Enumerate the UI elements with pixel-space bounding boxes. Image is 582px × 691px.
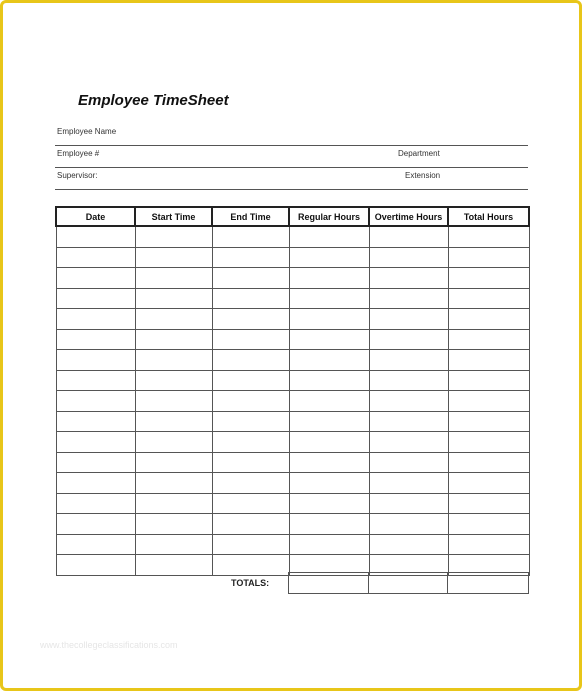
start-time-cell[interactable] <box>135 226 212 247</box>
total-regular-hours-cell[interactable] <box>289 573 369 594</box>
total-overtime-hours-cell[interactable] <box>369 573 448 594</box>
end-time-cell[interactable] <box>212 411 289 432</box>
date-cell[interactable] <box>56 288 135 309</box>
end-time-cell[interactable] <box>212 432 289 453</box>
end-time-cell[interactable] <box>212 391 289 412</box>
regular-hours-cell[interactable] <box>289 329 369 350</box>
overtime-hours-cell[interactable] <box>369 452 448 473</box>
regular-hours-cell[interactable] <box>289 452 369 473</box>
start-time-cell[interactable] <box>135 288 212 309</box>
table-header-row <box>56 207 529 226</box>
total-hours-cell[interactable] <box>448 493 529 514</box>
table-row <box>56 350 529 371</box>
header-end-time: End Time <box>212 207 289 226</box>
regular-hours-cell[interactable] <box>289 493 369 514</box>
date-cell[interactable] <box>56 473 135 494</box>
end-time-cell[interactable] <box>212 226 289 247</box>
end-time-cell[interactable] <box>212 514 289 535</box>
employee-number-field[interactable] <box>55 146 528 168</box>
end-time-cell[interactable] <box>212 309 289 330</box>
end-time-cell[interactable] <box>212 493 289 514</box>
table-row <box>56 370 529 391</box>
end-time-cell[interactable] <box>212 247 289 268</box>
watermark: www.thecollegeclassifications.com <box>40 640 178 650</box>
date-cell[interactable] <box>56 432 135 453</box>
total-hours-cell[interactable] <box>448 391 529 412</box>
header-regular-hours: Regular Hours <box>289 207 369 226</box>
regular-hours-cell[interactable] <box>289 370 369 391</box>
date-cell[interactable] <box>56 309 135 330</box>
total-hours-cell[interactable] <box>448 309 529 330</box>
total-hours-cell[interactable] <box>448 573 529 594</box>
start-time-cell[interactable] <box>135 370 212 391</box>
end-time-cell[interactable] <box>212 452 289 473</box>
start-time-cell[interactable] <box>135 514 212 535</box>
regular-hours-cell[interactable] <box>289 226 369 247</box>
overtime-hours-cell[interactable] <box>369 309 448 330</box>
overtime-hours-cell[interactable] <box>369 534 448 555</box>
date-cell[interactable] <box>56 534 135 555</box>
overtime-hours-cell[interactable] <box>369 350 448 371</box>
table-row <box>56 288 529 309</box>
overtime-hours-cell[interactable] <box>369 268 448 289</box>
start-time-cell[interactable] <box>135 268 212 289</box>
date-cell[interactable] <box>56 350 135 371</box>
end-time-cell[interactable] <box>212 370 289 391</box>
overtime-hours-cell[interactable] <box>369 432 448 453</box>
table-body <box>56 226 529 575</box>
overtime-hours-cell[interactable] <box>369 288 448 309</box>
header-total-hours: Total Hours <box>448 207 529 226</box>
table-row <box>56 411 529 432</box>
page-title: Employee TimeSheet <box>78 92 229 109</box>
totals-table <box>288 572 529 594</box>
overtime-hours-cell[interactable] <box>369 411 448 432</box>
end-time-cell[interactable] <box>212 555 289 576</box>
start-time-cell[interactable] <box>135 534 212 555</box>
overtime-hours-cell[interactable] <box>369 329 448 350</box>
end-time-cell[interactable] <box>212 268 289 289</box>
header-overtime-hours: Overtime Hours <box>369 207 448 226</box>
total-hours-cell[interactable] <box>448 432 529 453</box>
end-time-cell[interactable] <box>212 329 289 350</box>
table-row <box>56 534 529 555</box>
start-time-cell[interactable] <box>135 555 212 576</box>
date-cell[interactable] <box>56 370 135 391</box>
total-hours-cell[interactable] <box>448 350 529 371</box>
regular-hours-cell[interactable] <box>289 473 369 494</box>
overtime-hours-cell[interactable] <box>369 473 448 494</box>
table-row <box>56 514 529 535</box>
end-time-cell[interactable] <box>212 288 289 309</box>
regular-hours-cell[interactable] <box>289 411 369 432</box>
employee-name-label: Employee Name <box>57 127 117 136</box>
date-cell[interactable] <box>56 411 135 432</box>
totals-row <box>289 573 529 594</box>
date-cell[interactable] <box>56 391 135 412</box>
start-time-cell[interactable] <box>135 329 212 350</box>
totals-label: TOTALS: <box>231 578 270 588</box>
date-cell[interactable] <box>56 226 135 247</box>
regular-hours-cell[interactable] <box>289 288 369 309</box>
regular-hours-cell[interactable] <box>289 514 369 535</box>
table-row <box>56 493 529 514</box>
header-date: Date <box>56 207 135 226</box>
date-cell[interactable] <box>56 514 135 535</box>
supervisor-field[interactable] <box>55 168 528 190</box>
table-row <box>56 268 529 289</box>
start-time-cell[interactable] <box>135 391 212 412</box>
date-cell[interactable] <box>56 329 135 350</box>
end-time-cell[interactable] <box>212 350 289 371</box>
employee-name-field[interactable] <box>55 124 528 146</box>
total-hours-cell[interactable] <box>448 534 529 555</box>
date-cell[interactable] <box>56 247 135 268</box>
overtime-hours-cell[interactable] <box>369 370 448 391</box>
overtime-hours-cell[interactable] <box>369 226 448 247</box>
start-time-cell[interactable] <box>135 411 212 432</box>
total-hours-cell[interactable] <box>448 329 529 350</box>
start-time-cell[interactable] <box>135 432 212 453</box>
total-hours-cell[interactable] <box>448 268 529 289</box>
overtime-hours-cell[interactable] <box>369 493 448 514</box>
date-cell[interactable] <box>56 268 135 289</box>
overtime-hours-cell[interactable] <box>369 391 448 412</box>
date-cell[interactable] <box>56 493 135 514</box>
date-cell[interactable] <box>56 555 135 576</box>
department-label: Department <box>398 149 440 158</box>
supervisor-label: Supervisor: <box>57 171 98 180</box>
date-cell[interactable] <box>56 452 135 473</box>
table-row <box>56 247 529 268</box>
table-row <box>56 309 529 330</box>
start-time-cell[interactable] <box>135 473 212 494</box>
table-row <box>56 391 529 412</box>
start-time-cell[interactable] <box>135 309 212 330</box>
start-time-cell[interactable] <box>135 493 212 514</box>
total-hours-cell[interactable] <box>448 411 529 432</box>
regular-hours-cell[interactable] <box>289 432 369 453</box>
extension-label: Extension <box>405 171 441 180</box>
timesheet-table <box>55 206 530 576</box>
header-start-time: Start Time <box>135 207 212 226</box>
start-time-cell[interactable] <box>135 247 212 268</box>
overtime-hours-cell[interactable] <box>369 247 448 268</box>
table-row <box>56 226 529 247</box>
regular-hours-cell[interactable] <box>289 268 369 289</box>
regular-hours-cell[interactable] <box>289 391 369 412</box>
total-hours-cell[interactable] <box>448 288 529 309</box>
table-row <box>56 473 529 494</box>
regular-hours-cell[interactable] <box>289 309 369 330</box>
total-hours-cell[interactable] <box>448 247 529 268</box>
total-hours-cell[interactable] <box>448 473 529 494</box>
total-hours-cell[interactable] <box>448 370 529 391</box>
overtime-hours-cell[interactable] <box>369 514 448 535</box>
total-hours-cell[interactable] <box>448 514 529 535</box>
employee-number-label: Employee # <box>57 149 100 158</box>
total-hours-cell[interactable] <box>448 452 529 473</box>
regular-hours-cell[interactable] <box>289 534 369 555</box>
start-time-cell[interactable] <box>135 350 212 371</box>
end-time-cell[interactable] <box>212 534 289 555</box>
table-row <box>56 329 529 350</box>
total-hours-cell[interactable] <box>448 226 529 247</box>
end-time-cell[interactable] <box>212 473 289 494</box>
table-row <box>56 452 529 473</box>
table-row <box>56 432 529 453</box>
regular-hours-cell[interactable] <box>289 350 369 371</box>
regular-hours-cell[interactable] <box>289 247 369 268</box>
start-time-cell[interactable] <box>135 452 212 473</box>
